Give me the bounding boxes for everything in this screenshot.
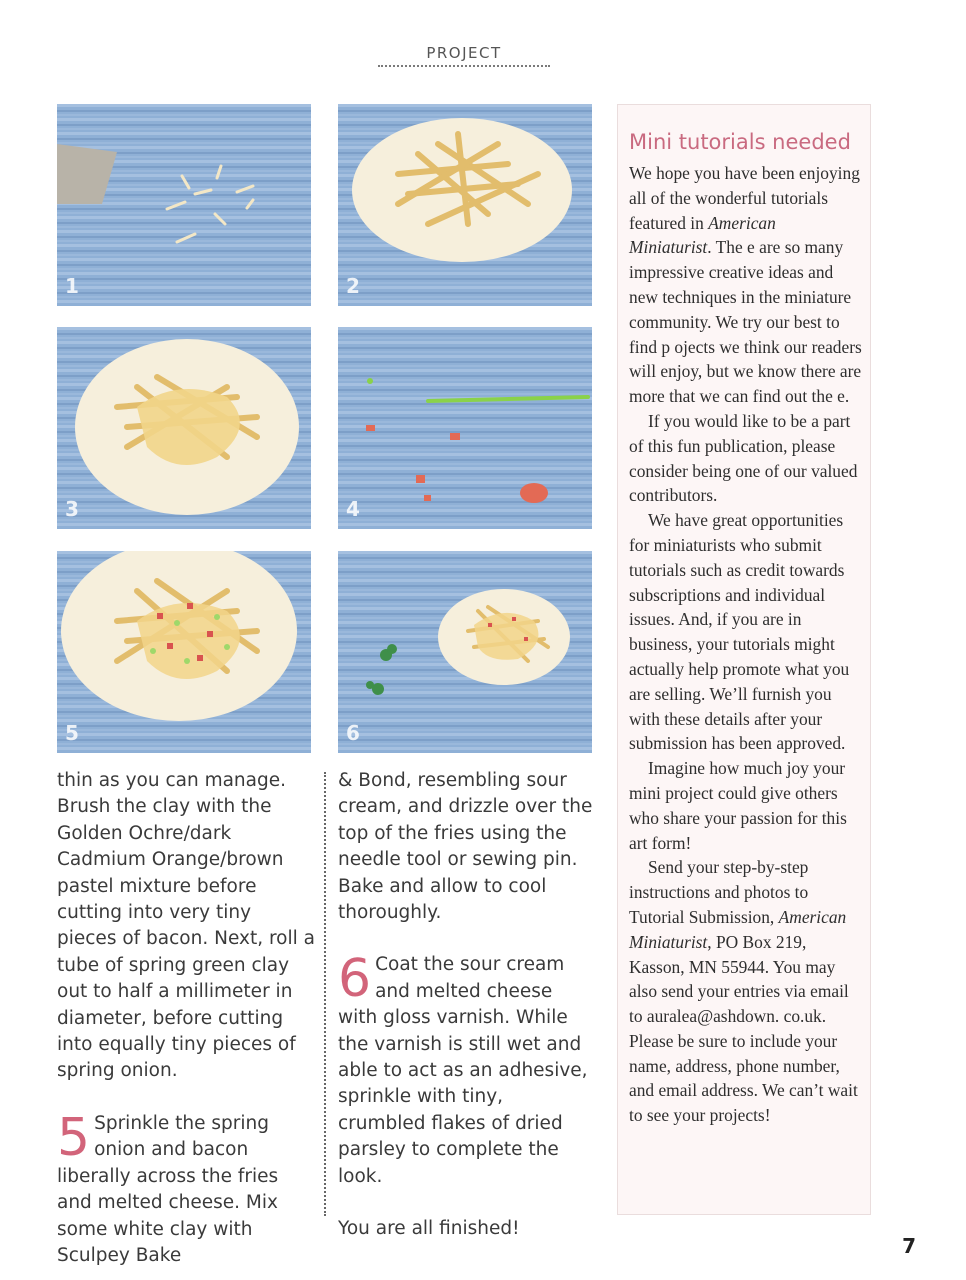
magazine-title: American Miniaturist (629, 906, 847, 952)
step-6-paragraph (338, 949, 596, 1190)
spring-onion-and-bacon-photo (338, 327, 592, 529)
step-photo-4 (338, 327, 592, 529)
step-photo-1 (57, 104, 311, 306)
step-5-text: Sprinkle the spring onion and bacon liberally across the fries and melted cheese. Mix some white clay with Sculpey Bake (57, 1112, 279, 1266)
page-number: 7 (902, 1234, 916, 1258)
sidebar-paragraph: If you would like to be a part of this fun publication, please consider being one of our valued contributors. (629, 410, 858, 506)
step-photo-2 (338, 104, 592, 306)
step-5-paragraph (57, 1107, 315, 1269)
fries-with-cheese-photo (57, 327, 311, 529)
middle-text-column (338, 768, 596, 1243)
tutorials-sidebar (617, 104, 871, 1215)
step-photo-6 (338, 551, 592, 753)
section-header (378, 44, 550, 67)
step-photo-3 (57, 327, 311, 529)
step-6-text: Coat the sour cream and melted cheese with gloss varnish. While the varnish is still wet and able to act as an adhesive, sprinkle with tiny, crumbled flakes of dried parsley to complete the look. (338, 954, 588, 1187)
fries-on-plate-photo (338, 104, 592, 306)
paragraph: thin as you can manage. Brush the clay with the Golden Ochre/dark Cadmium Orange/brown pastel mixture before cutting into very tiny pieces of bacon. Next, roll a tube of spring green clay out to half a millimeter in diameter, before cutting into equally tiny pieces of spring onion. (57, 770, 315, 1082)
step-number: 5 (65, 721, 79, 745)
left-text-column (57, 768, 315, 1269)
text: . The e are so many impressive creative ideas and new techniques in the miniature community. We try our best to find p ojects we think our readers will enjoy, but we know there are more that we can find out the e. (629, 237, 862, 407)
text: Send your step-by-step instructions and photos to Tutorial Submission, (629, 857, 809, 927)
finish-line: You are all finished! (338, 1218, 520, 1240)
topped-fries-photo (57, 551, 311, 753)
text: , PO Box 219, Kasson, MN 55944. You may also send your entries via email to auralea@ashdown. co.uk. Please be sure to include your name, address, phone number, and email address. We can’t wait to see your projects! (629, 931, 858, 1126)
sidebar-paragraph (629, 855, 862, 1128)
section-label: PROJECT (378, 44, 550, 67)
sidebar-paragraph: We have great opportunities for miniaturists who submit tutorials such as credit towards subscriptions and individual issues. And, if you are in business, your tutorials might actually help promote what you are selling. We’ll furnish you with these details after your submission has been approved. (629, 510, 850, 754)
step-number: 1 (65, 274, 79, 298)
step-number: 4 (346, 497, 360, 521)
sidebar-paragraph (629, 161, 862, 409)
sidebar-body (629, 161, 862, 1128)
text: We hope you have been enjoying all of the wonderful tutorials featured in (629, 163, 860, 233)
step-number: 3 (65, 497, 79, 521)
column-divider (324, 772, 326, 1216)
step-photo-5 (57, 551, 311, 753)
finished-fries-with-parsley-photo (338, 551, 592, 753)
paragraph: & Bond, resembling sour cream, and drizzle over the top of the fries using the needle tool or sewing pin. Bake and allow to cool thoroughly. (338, 770, 593, 924)
step-5-dropcap: 5 (57, 1107, 91, 1168)
magazine-title: American Miniaturist (629, 212, 776, 258)
sidebar-title: Mini tutorials needed (629, 130, 851, 154)
step-number: 6 (346, 721, 360, 745)
sidebar-paragraph: Imagine how much joy your mini project could give others who share your passion for this art form! (629, 758, 847, 853)
step-number: 2 (346, 274, 360, 298)
step-6-dropcap: 6 (338, 949, 372, 1010)
clay-strips-photo (57, 104, 311, 306)
